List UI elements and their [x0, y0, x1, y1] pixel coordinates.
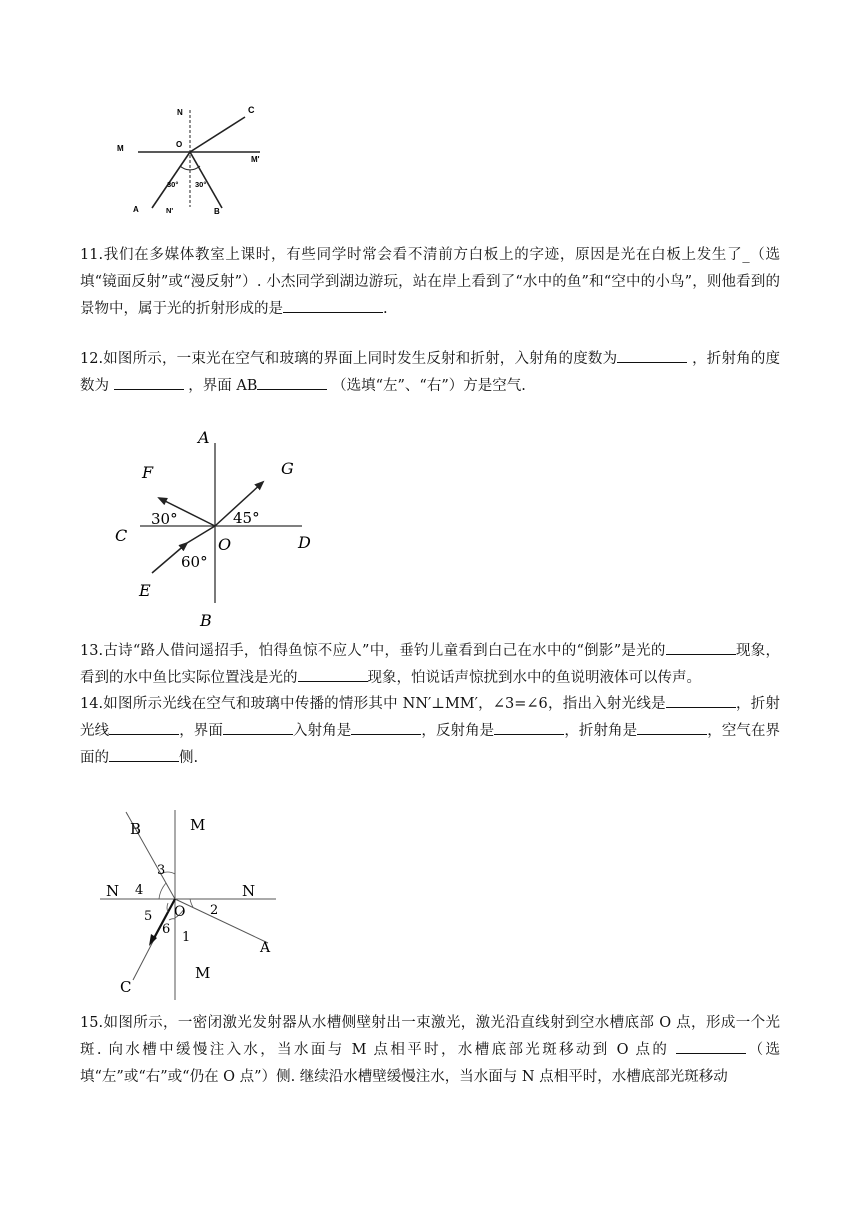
label-o: O	[176, 140, 183, 149]
label-m: M	[117, 144, 124, 153]
label-b: B	[200, 611, 212, 630]
q14-text-1: 14.如图所示光线在空气和玻璃中传播的情形其中 NN′⊥MM′，∠3=∠6，指出入射光线是	[80, 696, 666, 712]
label-6: 6	[162, 922, 171, 937]
q12-text-2: ，折射角的度数为	[80, 351, 781, 394]
refraction-diagram-svg	[105, 425, 335, 635]
q14-text-5: ，反射角是	[421, 723, 495, 739]
q14-text-3: ，界面	[179, 723, 223, 739]
q15-text-1: 15.如图所示，一密闭激光发射器从水槽侧壁射出一束激光，激光沿直线射到空水槽底部 O 点，形成一个光斑. 向水槽中缓慢注入水，当水面与 M 点相平时，水槽底部光斑移动到 O 点的	[80, 1015, 780, 1058]
label-angle-right: 30°	[195, 180, 207, 189]
q13-blank-1[interactable]	[666, 639, 736, 655]
label-a: A	[260, 940, 271, 956]
label-angle-60: 60°	[181, 553, 208, 571]
label-a: A	[198, 428, 210, 447]
q11-text-2: .	[383, 301, 388, 317]
label-3: 3	[157, 863, 166, 878]
label-n-prime: N'	[166, 206, 174, 215]
angle-5-arc	[167, 903, 168, 912]
q15-blank-1[interactable]	[676, 1038, 746, 1054]
label-1: 1	[182, 930, 191, 945]
q14-text-8: 侧.	[179, 750, 199, 766]
label-o: O	[174, 904, 186, 920]
label-o: O	[218, 535, 232, 554]
q12-text-4: （选填“左”、“右”）方是空气.	[327, 378, 526, 394]
q12-text-3: ，界面 AB	[183, 378, 258, 394]
figure-glass-diagram	[98, 808, 288, 1003]
q15-text-2: （选填“左”或“右”或“仍在 O 点”）侧. 继续沿水槽壁缓慢注水，当水面与 N 点相平时，水槽底部光斑移动	[80, 1042, 781, 1085]
question-11	[80, 242, 780, 323]
label-c: C	[120, 978, 132, 996]
q14-blank-4[interactable]	[351, 719, 421, 735]
ray-oc	[190, 117, 245, 152]
label-n: N	[177, 108, 183, 117]
label-a: A	[133, 205, 139, 214]
question-12	[80, 346, 780, 400]
label-d: D	[298, 533, 311, 552]
q14-blank-6[interactable]	[637, 719, 707, 735]
question-15	[80, 1010, 780, 1091]
q14-blank-3[interactable]	[223, 719, 293, 735]
q13-text-3: 现象，怕说话声惊扰到水中的鱼说明液体可以传声。	[367, 670, 701, 686]
q13-text-2: 现象，看到的水中鱼比实际位置浅是光的	[80, 643, 780, 686]
ray-eo-tail	[187, 526, 215, 543]
label-n-right: N	[242, 882, 256, 900]
q12-blank-1[interactable]	[617, 347, 687, 363]
q13-blank-2[interactable]	[298, 666, 368, 682]
label-m-prime: M'	[251, 155, 260, 164]
q12-blank-2[interactable]	[114, 374, 184, 390]
angle-4-arc	[159, 883, 166, 899]
q13-text-1: 13.古诗“路人借问遥招手，怕得鱼惊不应人”中，垂钓儿童看到白己在水中的“倒影”是光的	[80, 643, 666, 659]
q14-text-7: ，空气在界面的	[80, 723, 781, 766]
glass-diagram-svg	[98, 808, 288, 1003]
q12-blank-3[interactable]	[257, 374, 327, 390]
label-n-left: N	[106, 882, 120, 900]
q11-blank-1[interactable]	[283, 297, 383, 313]
label-m-bottom: M	[195, 964, 211, 982]
question-13	[80, 638, 780, 692]
figure-reflection-diagram	[100, 95, 280, 220]
label-5: 5	[144, 909, 153, 924]
q14-blank-7[interactable]	[109, 746, 179, 762]
label-e: E	[139, 581, 151, 600]
label-g: G	[281, 459, 294, 478]
figure-refraction-diagram	[105, 425, 335, 635]
label-angle-left: 30°	[167, 180, 179, 189]
q14-blank-1[interactable]	[666, 692, 736, 708]
label-b: B	[214, 207, 220, 216]
label-2: 2	[210, 903, 219, 918]
label-angle-30: 30°	[151, 510, 178, 528]
label-angle-45: 45°	[233, 509, 260, 527]
q14-text-2: ，折射光线	[80, 696, 781, 739]
label-c: C	[248, 105, 255, 115]
reflection-diagram-svg	[100, 95, 280, 220]
q14-text-4: 入射角是	[292, 723, 352, 739]
question-14	[80, 691, 780, 772]
q12-text-1: 12.如图所示，一束光在空气和玻璃的界面上同时发生反射和折射，入射角的度数为	[80, 351, 618, 367]
label-4: 4	[135, 883, 144, 898]
label-f: F	[142, 463, 154, 482]
label-b: B	[130, 820, 142, 838]
q14-blank-2[interactable]	[109, 719, 179, 735]
q11-text-1: 11.我们在多媒体教室上课时，有些同学时常会看不清前方白板上的字迹，原因是光在白板上发生了_（选填“镜面反射”或“漫反射”）. 小杰同学到湖边游玩，站在岸上看到了“水中的鱼”和“空中的小鸟”，则他看到的景物中，属于光的折射形成的是	[80, 247, 780, 317]
label-m-top: M	[190, 816, 206, 834]
q14-blank-5[interactable]	[494, 719, 564, 735]
q14-text-6: ，折射角是	[564, 723, 638, 739]
label-c: C	[115, 526, 128, 545]
